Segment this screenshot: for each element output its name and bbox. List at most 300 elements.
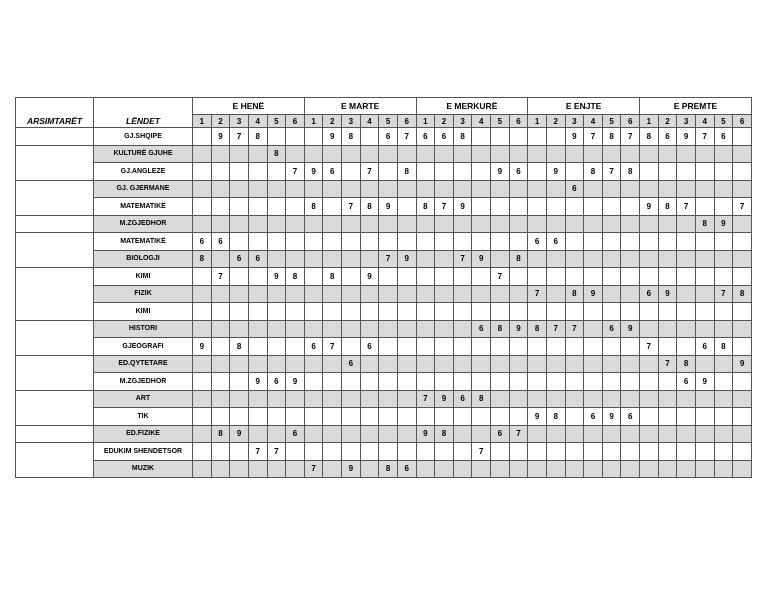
schedule-cell bbox=[640, 408, 659, 426]
schedule-cell bbox=[509, 128, 528, 146]
schedule-cell bbox=[453, 180, 472, 198]
schedule-cell bbox=[397, 285, 416, 303]
teacher-cell bbox=[16, 215, 94, 233]
schedule-cell bbox=[397, 303, 416, 321]
schedule-cell bbox=[640, 373, 659, 391]
period-number: 4 bbox=[584, 115, 603, 128]
schedule-cell bbox=[565, 303, 584, 321]
schedule-cell bbox=[714, 163, 733, 181]
schedule-cell bbox=[509, 180, 528, 198]
subject-cell: BIOLOGJI bbox=[94, 250, 193, 268]
schedule-cell bbox=[416, 215, 435, 233]
schedule-cell bbox=[640, 233, 659, 251]
schedule-cell bbox=[565, 373, 584, 391]
schedule-cell bbox=[602, 145, 621, 163]
schedule-cell bbox=[193, 215, 212, 233]
schedule-cell bbox=[695, 250, 714, 268]
schedule-cell bbox=[733, 180, 752, 198]
schedule-cell bbox=[286, 285, 305, 303]
schedule-cell: 6 bbox=[379, 128, 398, 146]
schedule-cell bbox=[528, 303, 547, 321]
schedule-cell bbox=[360, 145, 379, 163]
schedule-cell: 6 bbox=[658, 128, 677, 146]
schedule-cell bbox=[286, 180, 305, 198]
period-number: 4 bbox=[360, 115, 379, 128]
schedule-row bbox=[16, 443, 752, 461]
schedule-cell bbox=[248, 408, 267, 426]
schedule-cell: 8 bbox=[416, 198, 435, 216]
schedule-cell bbox=[658, 425, 677, 443]
schedule-cell: 8 bbox=[528, 320, 547, 338]
schedule-cell bbox=[230, 180, 249, 198]
schedule-cell bbox=[621, 390, 640, 408]
schedule-cell bbox=[714, 355, 733, 373]
schedule-cell bbox=[323, 180, 342, 198]
schedule-cell: 8 bbox=[472, 390, 491, 408]
schedule-cell bbox=[193, 443, 212, 461]
period-number: 4 bbox=[248, 115, 267, 128]
schedule-cell bbox=[211, 373, 230, 391]
schedule-cell bbox=[677, 215, 696, 233]
schedule-row bbox=[16, 268, 752, 286]
schedule-cell: 6 bbox=[695, 338, 714, 356]
schedule-cell bbox=[435, 250, 454, 268]
schedule-row bbox=[16, 408, 752, 426]
schedule-cell bbox=[248, 285, 267, 303]
schedule-cell bbox=[677, 233, 696, 251]
schedule-cell bbox=[472, 285, 491, 303]
schedule-row bbox=[16, 215, 752, 233]
schedule-cell bbox=[379, 408, 398, 426]
schedule-cell bbox=[658, 250, 677, 268]
schedule-cell bbox=[677, 180, 696, 198]
schedule-cell bbox=[714, 460, 733, 478]
period-number: 5 bbox=[714, 115, 733, 128]
schedule-cell bbox=[491, 180, 510, 198]
schedule-cell bbox=[379, 215, 398, 233]
schedule-cell bbox=[565, 443, 584, 461]
schedule-cell bbox=[528, 443, 547, 461]
schedule-cell bbox=[733, 373, 752, 391]
period-number: 3 bbox=[342, 115, 361, 128]
schedule-cell: 7 bbox=[304, 460, 323, 478]
schedule-cell bbox=[602, 268, 621, 286]
schedule-row bbox=[16, 180, 752, 198]
schedule-cell bbox=[379, 303, 398, 321]
schedule-cell: 6 bbox=[342, 355, 361, 373]
schedule-cell bbox=[248, 425, 267, 443]
schedule-cell bbox=[453, 408, 472, 426]
schedule-cell bbox=[342, 338, 361, 356]
schedule-cell bbox=[342, 443, 361, 461]
schedule-cell bbox=[714, 408, 733, 426]
schedule-cell bbox=[640, 163, 659, 181]
schedule-cell bbox=[453, 215, 472, 233]
schedule-cell bbox=[323, 373, 342, 391]
schedule-cell: 7 bbox=[416, 390, 435, 408]
schedule-cell bbox=[360, 285, 379, 303]
schedule-cell bbox=[640, 390, 659, 408]
schedule-row bbox=[16, 163, 752, 181]
schedule-cell: 9 bbox=[714, 215, 733, 233]
schedule-cell bbox=[714, 303, 733, 321]
schedule-cell bbox=[695, 425, 714, 443]
schedule-cell bbox=[304, 320, 323, 338]
schedule-cell bbox=[193, 390, 212, 408]
subject-cell: GJEOGRAFI bbox=[94, 338, 193, 356]
schedule-cell bbox=[528, 163, 547, 181]
schedule-cell bbox=[286, 443, 305, 461]
schedule-cell bbox=[546, 198, 565, 216]
schedule-cell bbox=[267, 460, 286, 478]
schedule-cell bbox=[286, 355, 305, 373]
schedule-cell bbox=[565, 163, 584, 181]
schedule-cell: 7 bbox=[360, 163, 379, 181]
schedule-cell bbox=[453, 233, 472, 251]
schedule-cell bbox=[472, 338, 491, 356]
schedule-cell bbox=[323, 355, 342, 373]
schedule-cell bbox=[472, 268, 491, 286]
schedule-cell bbox=[379, 285, 398, 303]
schedule-cell bbox=[695, 443, 714, 461]
schedule-cell bbox=[211, 163, 230, 181]
schedule-cell bbox=[733, 390, 752, 408]
schedule-cell bbox=[472, 180, 491, 198]
schedule-cell bbox=[211, 443, 230, 461]
schedule-cell bbox=[435, 355, 454, 373]
schedule-cell bbox=[621, 250, 640, 268]
schedule-cell bbox=[453, 338, 472, 356]
schedule-cell bbox=[304, 390, 323, 408]
schedule-cell bbox=[602, 250, 621, 268]
schedule-cell bbox=[211, 198, 230, 216]
schedule-cell: 9 bbox=[472, 250, 491, 268]
schedule-cell bbox=[509, 460, 528, 478]
schedule-cell bbox=[714, 373, 733, 391]
schedule-cell bbox=[491, 373, 510, 391]
teacher-cell bbox=[16, 145, 94, 180]
subject-cell: ART bbox=[94, 390, 193, 408]
schedule-cell: 9 bbox=[546, 163, 565, 181]
schedule-cell: 9 bbox=[602, 408, 621, 426]
schedule-cell bbox=[695, 460, 714, 478]
schedule-cell bbox=[658, 163, 677, 181]
period-number: 5 bbox=[379, 115, 398, 128]
schedule-cell bbox=[584, 338, 603, 356]
schedule-cell bbox=[509, 285, 528, 303]
schedule-cell bbox=[453, 145, 472, 163]
schedule-cell bbox=[304, 250, 323, 268]
schedule-cell bbox=[714, 390, 733, 408]
schedule-cell: 7 bbox=[733, 198, 752, 216]
schedule-cell bbox=[435, 268, 454, 286]
schedule-cell bbox=[565, 268, 584, 286]
schedule-cell bbox=[472, 355, 491, 373]
schedule-body bbox=[16, 128, 752, 478]
day-header-monday: E HENË bbox=[193, 98, 305, 115]
schedule-cell: 8 bbox=[230, 338, 249, 356]
schedule-cell bbox=[714, 145, 733, 163]
period-number: 1 bbox=[416, 115, 435, 128]
schedule-cell bbox=[658, 390, 677, 408]
schedule-cell bbox=[304, 128, 323, 146]
period-number: 2 bbox=[211, 115, 230, 128]
period-number: 3 bbox=[565, 115, 584, 128]
schedule-cell: 9 bbox=[509, 320, 528, 338]
schedule-cell bbox=[267, 163, 286, 181]
schedule-cell bbox=[453, 285, 472, 303]
subject-cell: HISTORI bbox=[94, 320, 193, 338]
schedule-cell bbox=[565, 338, 584, 356]
subject-cell: MATEMATIKË bbox=[94, 233, 193, 251]
schedule-cell bbox=[193, 425, 212, 443]
schedule-cell bbox=[193, 303, 212, 321]
schedule-cell bbox=[546, 443, 565, 461]
schedule-cell bbox=[491, 460, 510, 478]
schedule-cell bbox=[416, 320, 435, 338]
schedule-cell bbox=[453, 163, 472, 181]
schedule-cell: 6 bbox=[435, 128, 454, 146]
schedule-cell: 9 bbox=[584, 285, 603, 303]
schedule-cell: 8 bbox=[714, 338, 733, 356]
schedule-cell: 7 bbox=[640, 338, 659, 356]
schedule-cell bbox=[360, 215, 379, 233]
schedule-cell bbox=[733, 145, 752, 163]
schedule-cell bbox=[211, 460, 230, 478]
schedule-cell bbox=[435, 163, 454, 181]
schedule-cell bbox=[211, 303, 230, 321]
schedule-cell bbox=[379, 373, 398, 391]
period-number: 6 bbox=[286, 115, 305, 128]
schedule-cell bbox=[472, 460, 491, 478]
schedule-cell: 6 bbox=[248, 250, 267, 268]
schedule-cell: 7 bbox=[379, 250, 398, 268]
schedule-cell bbox=[491, 303, 510, 321]
schedule-cell: 7 bbox=[435, 198, 454, 216]
schedule-cell bbox=[304, 268, 323, 286]
schedule-cell bbox=[546, 128, 565, 146]
schedule-cell bbox=[230, 215, 249, 233]
schedule-cell: 8 bbox=[491, 320, 510, 338]
schedule-cell bbox=[193, 285, 212, 303]
schedule-cell bbox=[323, 285, 342, 303]
schedule-cell bbox=[342, 390, 361, 408]
schedule-cell bbox=[342, 215, 361, 233]
schedule-cell: 7 bbox=[714, 285, 733, 303]
schedule-cell bbox=[658, 338, 677, 356]
subject-cell: KULTURË GJUHE bbox=[94, 145, 193, 163]
schedule-row bbox=[16, 338, 752, 356]
period-number: 4 bbox=[472, 115, 491, 128]
schedule-cell bbox=[211, 145, 230, 163]
schedule-cell bbox=[304, 355, 323, 373]
schedule-cell bbox=[640, 215, 659, 233]
schedule-cell bbox=[323, 320, 342, 338]
schedule-row bbox=[16, 285, 752, 303]
schedule-cell bbox=[677, 268, 696, 286]
schedule-cell bbox=[658, 320, 677, 338]
schedule-cell bbox=[677, 163, 696, 181]
schedule-cell bbox=[491, 215, 510, 233]
schedule-cell: 6 bbox=[584, 408, 603, 426]
schedule-cell bbox=[342, 408, 361, 426]
schedule-cell bbox=[602, 425, 621, 443]
schedule-cell: 8 bbox=[621, 163, 640, 181]
schedule-cell bbox=[658, 145, 677, 163]
schedule-row bbox=[16, 460, 752, 478]
schedule-row bbox=[16, 390, 752, 408]
schedule-cell bbox=[621, 268, 640, 286]
schedule-cell bbox=[193, 268, 212, 286]
schedule-cell bbox=[695, 163, 714, 181]
schedule-cell bbox=[230, 390, 249, 408]
schedule-cell bbox=[733, 303, 752, 321]
subject-cell: GJ.SHQIPE bbox=[94, 128, 193, 146]
schedule-cell bbox=[397, 355, 416, 373]
schedule-cell bbox=[304, 180, 323, 198]
schedule-cell bbox=[695, 303, 714, 321]
schedule-cell bbox=[342, 303, 361, 321]
schedule-cell bbox=[304, 373, 323, 391]
schedule-cell bbox=[304, 303, 323, 321]
schedule-cell bbox=[472, 425, 491, 443]
schedule-cell bbox=[640, 355, 659, 373]
schedule-row bbox=[16, 233, 752, 251]
schedule-cell bbox=[472, 198, 491, 216]
schedule-cell bbox=[565, 198, 584, 216]
schedule-row bbox=[16, 250, 752, 268]
schedule-cell bbox=[248, 233, 267, 251]
schedule-cell bbox=[267, 250, 286, 268]
schedule-cell bbox=[304, 215, 323, 233]
schedule-cell bbox=[714, 198, 733, 216]
schedule-cell: 6 bbox=[509, 163, 528, 181]
schedule-cell: 6 bbox=[472, 320, 491, 338]
schedule-cell: 8 bbox=[546, 408, 565, 426]
schedule-cell bbox=[230, 285, 249, 303]
schedule-cell bbox=[304, 408, 323, 426]
schedule-cell bbox=[640, 268, 659, 286]
schedule-cell bbox=[323, 390, 342, 408]
schedule-cell bbox=[695, 268, 714, 286]
schedule-cell bbox=[267, 355, 286, 373]
schedule-cell: 9 bbox=[193, 338, 212, 356]
schedule-cell bbox=[677, 443, 696, 461]
schedule-cell bbox=[584, 303, 603, 321]
schedule-cell bbox=[733, 460, 752, 478]
schedule-cell bbox=[695, 285, 714, 303]
schedule-cell bbox=[695, 390, 714, 408]
schedule-cell bbox=[323, 408, 342, 426]
schedule-cell bbox=[621, 215, 640, 233]
schedule-cell bbox=[509, 215, 528, 233]
schedule-cell: 7 bbox=[491, 268, 510, 286]
schedule-cell bbox=[733, 338, 752, 356]
schedule-cell bbox=[379, 355, 398, 373]
schedule-cell bbox=[621, 355, 640, 373]
schedule-cell bbox=[472, 128, 491, 146]
schedule-cell: 8 bbox=[286, 268, 305, 286]
schedule-cell bbox=[323, 145, 342, 163]
schedule-cell bbox=[342, 320, 361, 338]
schedule-cell bbox=[677, 303, 696, 321]
subject-cell: EDUKIM SHENDETSOR bbox=[94, 443, 193, 461]
schedule-cell bbox=[360, 320, 379, 338]
teacher-cell bbox=[16, 390, 94, 425]
period-number: 6 bbox=[509, 115, 528, 128]
schedule-cell bbox=[677, 338, 696, 356]
schedule-cell bbox=[379, 163, 398, 181]
schedule-cell bbox=[267, 303, 286, 321]
schedule-cell bbox=[733, 250, 752, 268]
schedule-cell bbox=[528, 180, 547, 198]
schedule-cell bbox=[621, 145, 640, 163]
period-number: 2 bbox=[323, 115, 342, 128]
schedule-cell bbox=[546, 373, 565, 391]
schedule-cell: 7 bbox=[528, 285, 547, 303]
schedule-cell bbox=[546, 250, 565, 268]
schedule-cell bbox=[416, 338, 435, 356]
schedule-cell bbox=[714, 233, 733, 251]
schedule-cell: 9 bbox=[695, 373, 714, 391]
schedule-cell: 9 bbox=[342, 460, 361, 478]
period-number: 5 bbox=[267, 115, 286, 128]
schedule-cell bbox=[342, 268, 361, 286]
schedule-cell: 9 bbox=[397, 250, 416, 268]
schedule-cell bbox=[267, 198, 286, 216]
schedule-cell bbox=[286, 198, 305, 216]
subject-cell: KIMI bbox=[94, 303, 193, 321]
schedule-cell bbox=[472, 408, 491, 426]
schedule-cell: 9 bbox=[267, 268, 286, 286]
schedule-cell bbox=[248, 198, 267, 216]
schedule-cell bbox=[491, 408, 510, 426]
schedule-cell bbox=[342, 145, 361, 163]
schedule-cell bbox=[565, 460, 584, 478]
schedule-cell bbox=[565, 390, 584, 408]
schedule-cell bbox=[211, 215, 230, 233]
subject-cell: KIMI bbox=[94, 268, 193, 286]
schedule-cell bbox=[584, 268, 603, 286]
schedule-cell bbox=[677, 408, 696, 426]
schedule-cell bbox=[435, 408, 454, 426]
schedule-cell: 8 bbox=[602, 128, 621, 146]
schedule-cell bbox=[248, 215, 267, 233]
schedule-cell bbox=[342, 163, 361, 181]
schedule-cell bbox=[677, 250, 696, 268]
schedule-cell bbox=[248, 355, 267, 373]
schedule-cell bbox=[491, 233, 510, 251]
schedule-cell bbox=[435, 443, 454, 461]
schedule-cell bbox=[323, 443, 342, 461]
schedule-cell: 6 bbox=[453, 390, 472, 408]
schedule-cell bbox=[230, 233, 249, 251]
schedule-cell bbox=[211, 180, 230, 198]
schedule-cell: 7 bbox=[509, 425, 528, 443]
schedule-cell bbox=[230, 145, 249, 163]
schedule-cell bbox=[546, 390, 565, 408]
schedule-cell: 9 bbox=[640, 198, 659, 216]
schedule-cell bbox=[528, 198, 547, 216]
schedule-cell bbox=[211, 285, 230, 303]
schedule-cell: 6 bbox=[304, 338, 323, 356]
schedule-cell bbox=[286, 145, 305, 163]
schedule-cell bbox=[379, 338, 398, 356]
schedule-cell bbox=[714, 320, 733, 338]
schedule-cell: 7 bbox=[323, 338, 342, 356]
schedule-cell bbox=[546, 145, 565, 163]
schedule-cell bbox=[733, 233, 752, 251]
